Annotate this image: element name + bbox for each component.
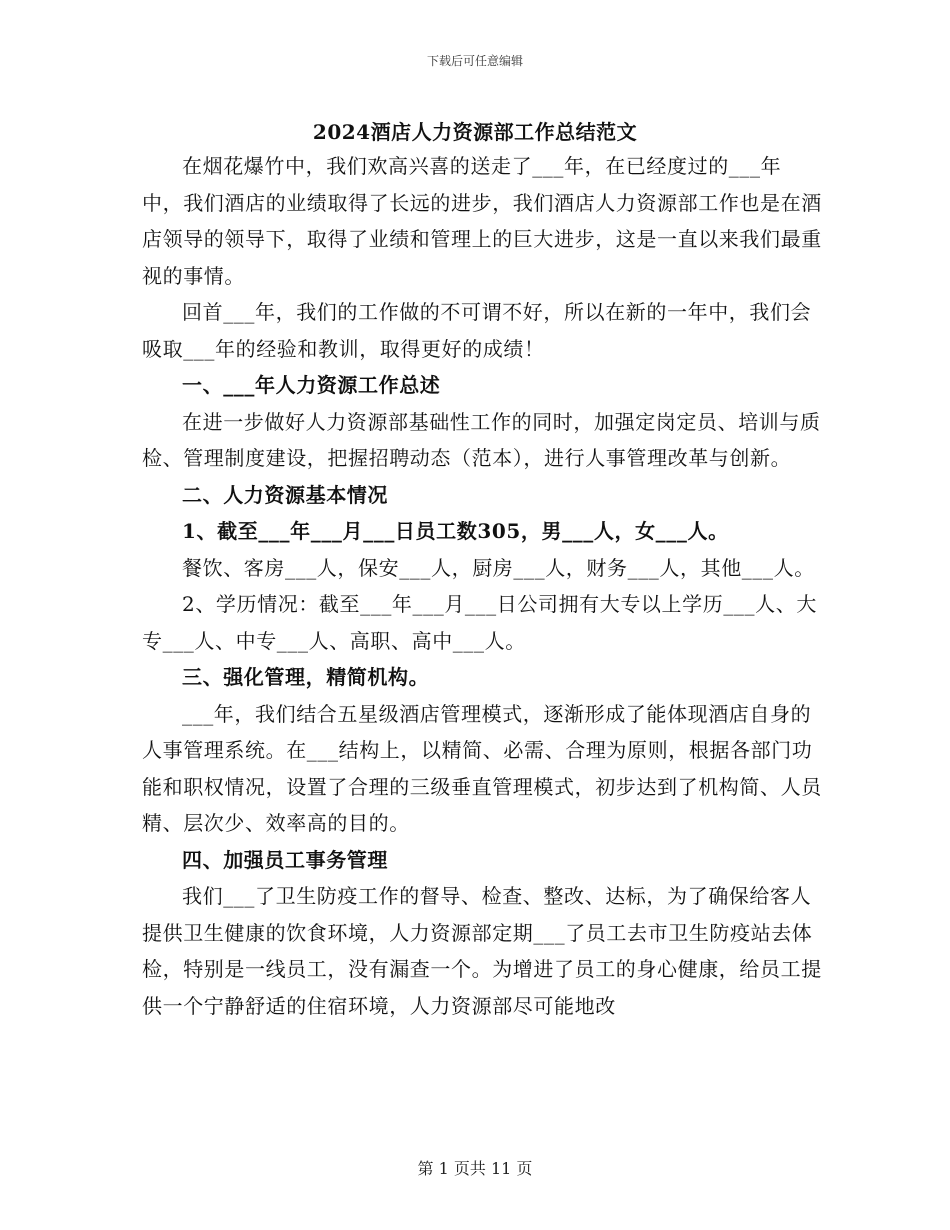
- paragraph-intro: 在烟花爆竹中，我们欢高兴喜的送走了___年，在已经度过的___年中，我们酒店的业绩取得了长远的进步，我们酒店人力资源部工作也是在酒店领导的领导下，取得了业绩和管理上的巨大进步，这是一直以来我们最重视的事情。: [142, 154, 822, 288]
- paragraph-overview: 在进一步做好人力资源部基础性工作的同时，加强定岗定员、培训与质检、管理制度建设，把握招聘动态（范本），进行人事管理改革与创新。: [142, 409, 821, 470]
- document-body: [142, 148, 822, 1024]
- page-indicator: 第 1 页共 11 页: [417, 1159, 533, 1178]
- paragraph-staff-breakdown: 餐饮、客房___人，保安___人，厨房___人，财务___人，其他___人。: [182, 555, 815, 580]
- document-title: 2024酒店人力资源部工作总结范文: [312, 120, 638, 144]
- section-heading-management: 三、强化管理，精简机构。: [182, 665, 430, 689]
- section-heading-affairs: 四、加强员工事务管理: [182, 847, 388, 872]
- paragraph-review: 回首___年，我们的工作做的不可谓不好，所以在新的一年中，我们会吸取___年的经验和教训，取得更好的成绩！: [142, 300, 812, 361]
- section-heading-overview: 一、___年人力资源工作总述: [182, 373, 441, 397]
- paragraph-affairs: 我们___了卫生防疫工作的督导、检查、整改、达标，为了确保给客人提供卫生健康的饮食环境，人力资源部定期___了员工去市卫生防疫站去体检，特别是一线员工，没有漏查一个。为增进了员工的身心健康，给员工提供一个宁静舒适的住宿环境，人力资源部尽可能地改: [142, 884, 822, 1018]
- paragraph-education: 2、学历情况：截至___年___月___日公司拥有大专以上学历___人、大专___人、中专___人、高职、高中___人。: [142, 592, 817, 653]
- section-heading-basic-info: 二、人力资源基本情况: [182, 482, 388, 507]
- paragraph-management: ___年，我们结合五星级酒店管理模式，逐渐形成了能体现酒店自身的人事管理系统。在___结构上，以精简、必需、合理为原则，根据各部门功能和职权情况，设置了合理的三级垂直管理模式，初步达到了机构简、人员精、层次少、效率高的目的。: [142, 701, 822, 835]
- subheading-staff-count: 1、截至___年___月___日员工数305，男___人，女___人。: [182, 519, 729, 543]
- header-note: 下载后可任意编辑: [426, 54, 523, 68]
